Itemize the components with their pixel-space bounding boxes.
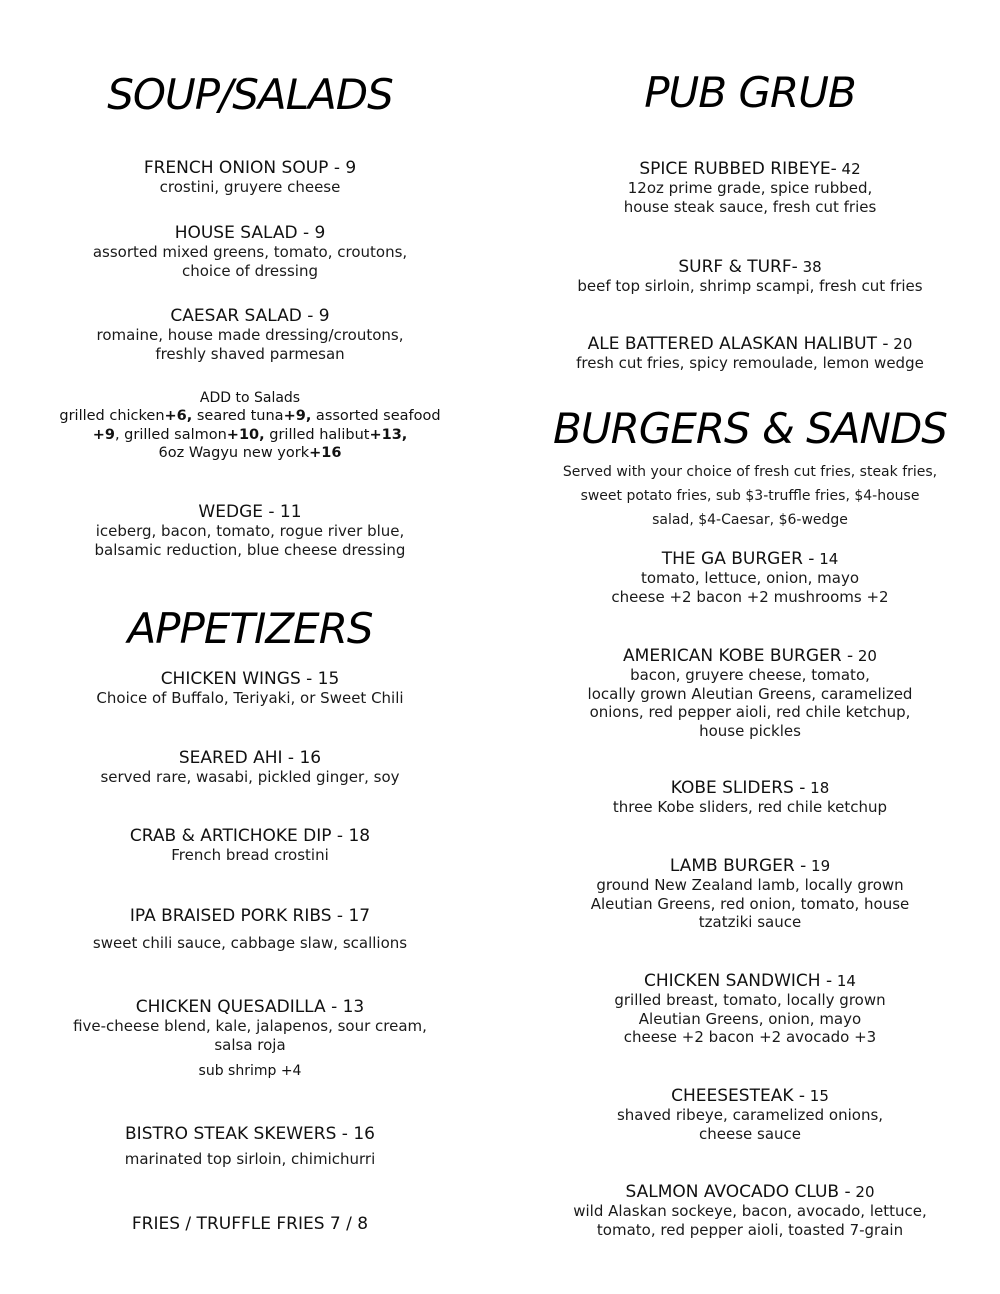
menu-item-crab-artichoke-dip bbox=[0, 827, 500, 865]
item-desc: cheese sauce bbox=[698, 1124, 801, 1143]
item-desc: fresh cut fries, spicy remoulade, lemon wedge bbox=[576, 354, 924, 372]
menu-item-lamb-burger bbox=[500, 857, 1000, 932]
add-to-salads bbox=[0, 389, 500, 463]
item-price: 20 bbox=[888, 335, 913, 353]
menu-item-chicken-quesadilla bbox=[0, 998, 500, 1080]
item-name-line bbox=[500, 779, 1000, 798]
item-desc: tomato, lettuce, onion, mayo bbox=[640, 569, 860, 587]
item-desc: French bread crostini bbox=[171, 846, 329, 864]
item-name-line bbox=[500, 1183, 1000, 1202]
right-column bbox=[500, 0, 1000, 1294]
item-desc: ground New Zealand lamb, locally grown bbox=[596, 876, 904, 894]
item-desc: shaved ribeye, caramelized onions, bbox=[616, 1106, 884, 1124]
menu-item-house-salad bbox=[0, 224, 500, 280]
item-price: 14 bbox=[814, 550, 839, 568]
add-option-label: , grilled salmon bbox=[114, 426, 227, 443]
burgers-sands-heading: BURGERS & SANDS bbox=[553, 404, 947, 453]
menu-item-wedge bbox=[0, 503, 500, 559]
item-name: WEDGE - 11 bbox=[198, 502, 302, 522]
add-option-price: +9, bbox=[283, 408, 312, 424]
item-desc: three Kobe sliders, red chile ketchup bbox=[612, 798, 888, 816]
served-with-line: Served with your choice of fresh cut fries, steak fries, bbox=[562, 464, 938, 480]
item-name: BISTRO STEAK SKEWERS - 16 bbox=[125, 1124, 375, 1144]
add-option-label: 6oz Wagyu new york bbox=[158, 445, 310, 461]
item-price: 42 bbox=[836, 160, 861, 178]
item-name-line bbox=[500, 335, 1000, 354]
add-option-price: +13, bbox=[369, 426, 408, 443]
item-price: 20 bbox=[853, 647, 877, 665]
item-desc: five-cheese blend, kale, jalapenos, sour cream, bbox=[73, 1017, 427, 1035]
item-desc: salsa roja bbox=[214, 1035, 286, 1054]
item-name: SURF & TURF- bbox=[678, 257, 798, 277]
item-name: CHEESESTEAK - bbox=[671, 1086, 806, 1106]
item-desc: balsamic reduction, blue cheese dressing bbox=[94, 540, 406, 559]
item-price: 14 bbox=[832, 972, 856, 990]
menu-item-chicken-sandwich bbox=[500, 972, 1000, 1047]
add-to-salads-line-2 bbox=[0, 426, 500, 445]
menu-item-surf-and-turf bbox=[500, 258, 1000, 296]
menu-item-ga-burger bbox=[500, 550, 1000, 606]
item-name-line bbox=[500, 857, 1000, 876]
item-name: SPICE RUBBED RIBEYE- bbox=[639, 159, 837, 179]
menu-item-caesar-salad bbox=[0, 307, 500, 363]
item-name: FRENCH ONION SOUP - 9 bbox=[143, 158, 357, 178]
item-price: 19 bbox=[806, 857, 831, 875]
soup-salads-heading: SOUP/SALADS bbox=[107, 70, 393, 119]
item-name: FRIES / TRUFFLE FRIES 7 / 8 bbox=[131, 1214, 369, 1234]
burgers-served-with bbox=[500, 460, 1000, 532]
item-desc: served rare, wasabi, pickled ginger, soy bbox=[100, 768, 400, 786]
item-desc: locally grown Aleutian Greens, caramelized bbox=[587, 684, 913, 703]
menu-item-fries bbox=[0, 1215, 500, 1234]
item-desc: romaine, house made dressing/croutons, bbox=[96, 326, 404, 344]
item-name: CRAB & ARTICHOKE DIP - 18 bbox=[129, 826, 371, 846]
item-name: THE GA BURGER - bbox=[661, 549, 815, 569]
item-name: HOUSE SALAD - 9 bbox=[174, 223, 326, 243]
item-addons: cheese +2 bacon +2 mushrooms +2 bbox=[611, 587, 889, 606]
item-desc: house pickles bbox=[699, 721, 801, 740]
menu-item-ale-battered-halibut bbox=[500, 335, 1000, 373]
menu-item-ipa-braised-pork-ribs bbox=[0, 907, 500, 953]
add-to-salads-line-3 bbox=[0, 444, 500, 463]
item-name: ALE BATTERED ALASKAN HALIBUT - bbox=[587, 334, 889, 354]
item-price: 20 bbox=[850, 1183, 875, 1201]
item-desc: iceberg, bacon, tomato, rogue river blue, bbox=[95, 522, 405, 540]
menu-item-cheesesteak bbox=[500, 1087, 1000, 1143]
menu-item-spice-rubbed-ribeye bbox=[500, 160, 1000, 216]
item-name: SALMON AVOCADO CLUB - bbox=[625, 1182, 851, 1202]
item-name-line bbox=[500, 160, 1000, 179]
item-desc: sweet chili sauce, cabbage slaw, scallions bbox=[92, 934, 408, 952]
item-name: AMERICAN KOBE BURGER - bbox=[623, 646, 854, 666]
add-option-label: grilled halibut bbox=[264, 426, 370, 443]
add-option-label: assorted seafood bbox=[311, 408, 441, 424]
item-addons: cheese +2 bacon +2 avocado +3 bbox=[623, 1028, 877, 1046]
item-desc: Aleutian Greens, red onion, tomato, house bbox=[590, 894, 910, 913]
menu-item-bistro-steak-skewers bbox=[0, 1125, 500, 1169]
item-desc: bacon, gruyere cheese, tomato, bbox=[630, 666, 870, 684]
add-to-salads-line-1 bbox=[0, 407, 500, 426]
menu-item-french-onion-soup bbox=[0, 159, 500, 197]
item-desc: Aleutian Greens, onion, mayo bbox=[638, 1009, 862, 1028]
add-option-label: seared tuna bbox=[192, 408, 284, 424]
served-with-line: salad, $4-Caesar, $6-wedge bbox=[652, 512, 848, 528]
add-option-label: grilled chicken bbox=[59, 408, 165, 424]
item-desc: 12oz prime grade, spice rubbed, bbox=[627, 179, 873, 197]
item-name: CAESAR SALAD - 9 bbox=[170, 306, 330, 326]
item-name-line bbox=[500, 258, 1000, 277]
item-name-line bbox=[500, 972, 1000, 991]
item-name: LAMB BURGER - bbox=[669, 856, 807, 876]
item-desc: grilled breast, tomato, locally grown bbox=[614, 991, 886, 1009]
item-price: 15 bbox=[805, 1087, 829, 1105]
item-desc: freshly shaved parmesan bbox=[155, 344, 345, 363]
menu-item-kobe-sliders bbox=[500, 779, 1000, 817]
item-name-line bbox=[500, 647, 1000, 666]
item-name: CHICKEN SANDWICH - bbox=[644, 971, 833, 991]
item-name: CHICKEN QUESADILLA - 13 bbox=[135, 997, 365, 1017]
add-to-salads-title: ADD to Salads bbox=[199, 390, 301, 406]
appetizers-heading: APPETIZERS bbox=[127, 604, 373, 653]
item-name: SEARED AHI - 16 bbox=[178, 748, 322, 768]
item-extra: sub shrimp +4 bbox=[198, 1063, 302, 1079]
item-desc: onions, red pepper aioli, red chile ketchup, bbox=[589, 703, 911, 721]
item-desc: marinated top sirloin, chimichurri bbox=[124, 1150, 376, 1168]
menu-item-seared-ahi bbox=[0, 749, 500, 787]
item-name-line bbox=[500, 550, 1000, 569]
menu-item-salmon-avocado-club bbox=[500, 1183, 1000, 1239]
served-with-line: sweet potato fries, sub $3-truffle fries, $4-house bbox=[580, 488, 920, 504]
pub-grub-heading: PUB GRUB bbox=[644, 68, 856, 117]
item-desc: Choice of Buffalo, Teriyaki, or Sweet Chili bbox=[96, 689, 404, 707]
item-name: IPA BRAISED PORK RIBS - 17 bbox=[129, 906, 371, 926]
item-desc: tzatziki sauce bbox=[698, 913, 802, 931]
item-price: 38 bbox=[797, 258, 822, 276]
item-desc: crostini, gruyere cheese bbox=[159, 178, 341, 196]
add-option-price: +6, bbox=[164, 408, 193, 424]
add-option-price: +16 bbox=[309, 445, 342, 461]
item-desc: wild Alaskan sockeye, bacon, avocado, lettuce, bbox=[573, 1202, 927, 1220]
item-desc: house steak sauce, fresh cut fries bbox=[623, 197, 877, 216]
menu-item-chicken-wings bbox=[0, 670, 500, 708]
item-price: 18 bbox=[805, 779, 830, 797]
item-name: KOBE SLIDERS - bbox=[670, 778, 806, 798]
item-name: CHICKEN WINGS - 15 bbox=[160, 669, 340, 689]
item-desc: assorted mixed greens, tomato, croutons, bbox=[92, 243, 408, 261]
item-name-line bbox=[500, 1087, 1000, 1106]
add-option-price: +10, bbox=[226, 426, 265, 443]
item-desc: tomato, red pepper aioli, toasted 7-grain bbox=[596, 1220, 904, 1239]
menu-item-american-kobe-burger bbox=[500, 647, 1000, 740]
item-desc: beef top sirloin, shrimp scampi, fresh cut fries bbox=[577, 277, 923, 295]
item-desc: choice of dressing bbox=[182, 261, 318, 280]
add-option-price: +9 bbox=[92, 426, 115, 443]
